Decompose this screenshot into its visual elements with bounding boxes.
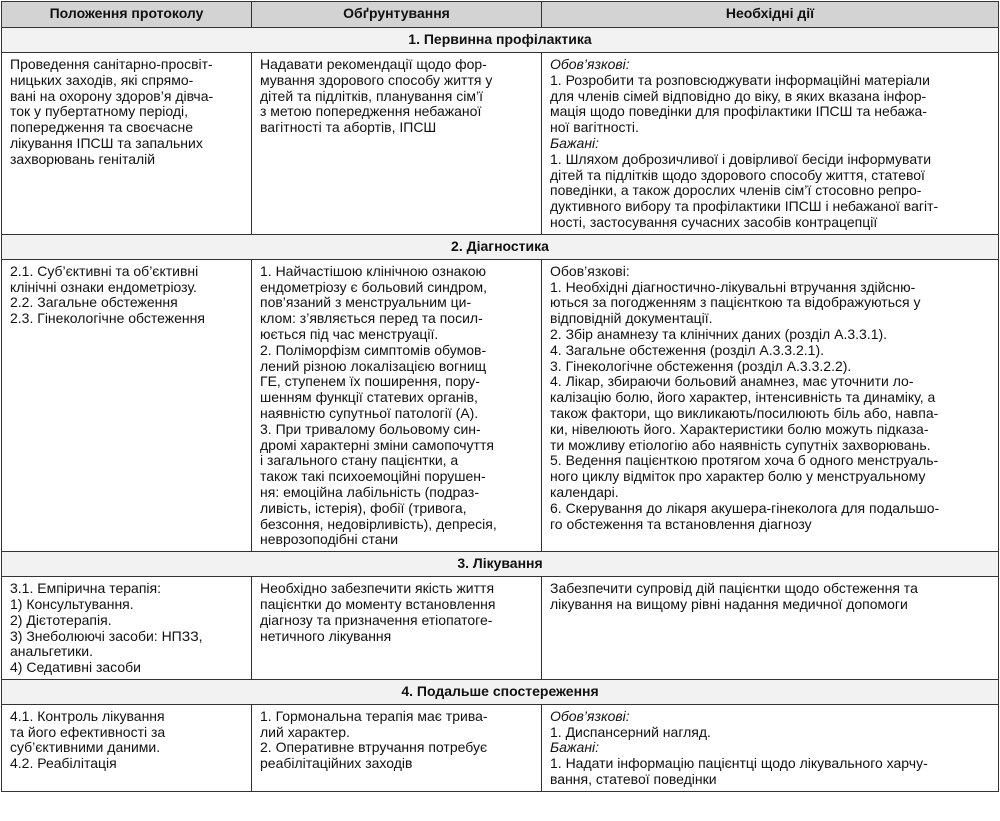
provision-line: лікування ІПСШ та запальних bbox=[10, 134, 203, 151]
section-title: 4. Подальше спостереження bbox=[2, 679, 999, 704]
rationale-line: шенням функції статевих органів, bbox=[260, 389, 478, 406]
section-title: 3. Лікування bbox=[2, 552, 999, 577]
rationale-line: лений різною локалізацією вогнищ bbox=[260, 357, 487, 374]
provision-line: та його ефективності за bbox=[10, 723, 166, 740]
provision-line: 3.1. Емпірична терапія: bbox=[10, 580, 161, 597]
action-line: го обстеження та встановлення діагнозу bbox=[550, 515, 812, 532]
provision-line: 4) Седативні засоби bbox=[10, 659, 141, 676]
actions-cell bbox=[542, 704, 999, 791]
table-row bbox=[2, 704, 999, 791]
rationale-cell bbox=[252, 53, 542, 235]
action-line: калізацію болю, його характер, інтенсивність та динаміку, а bbox=[550, 389, 936, 406]
rationale-line: юється під час менструації. bbox=[260, 325, 439, 342]
header-provisions: Положення протоколу bbox=[2, 2, 252, 28]
provision-line: клінічні ознаки ендометріозу. bbox=[10, 278, 197, 295]
rationale-line: наявністю супутньої патології (А). bbox=[260, 404, 479, 421]
table-row bbox=[2, 53, 999, 235]
action-line: відповідній документації. bbox=[550, 310, 713, 327]
action-line: 1. Надати інформацію пацієнтці щодо лікувального харчу- bbox=[550, 755, 928, 772]
section-row bbox=[2, 234, 999, 259]
actions-cell bbox=[542, 259, 999, 551]
table-row bbox=[2, 577, 999, 680]
action-line: ються за погодженням з пацієнткою та відображуються у bbox=[550, 294, 921, 311]
provision-line: 2.3. Гінекологічне обстеження bbox=[10, 310, 205, 327]
actions-cell bbox=[542, 53, 999, 235]
provision-line: суб’єктивними даними. bbox=[10, 739, 161, 756]
rationale-line: безсоння, недовірливість), депресія, bbox=[260, 515, 497, 532]
action-line: вання, статевої поведінки bbox=[550, 771, 717, 788]
action-line: Обов’язкові: bbox=[550, 56, 630, 72]
rationale-cell bbox=[252, 704, 542, 791]
action-line: дітей та підлітків щодо здорового способу життя, статевої bbox=[550, 166, 925, 183]
rationale-cell bbox=[252, 577, 542, 680]
rationale-line: з метою попередження небажаної bbox=[260, 103, 482, 120]
provisions-cell bbox=[2, 259, 252, 551]
provision-line: захворювань геніталій bbox=[10, 150, 156, 167]
action-line: календарі. bbox=[550, 483, 619, 500]
rationale-line: ендометріозу є больовий синдром, bbox=[260, 278, 488, 295]
rationale-line: клом: з’являється перед та посил- bbox=[260, 310, 483, 327]
rationale-line: неврозоподібні стани bbox=[260, 531, 399, 548]
provisions-cell bbox=[2, 53, 252, 235]
header-actions: Необхідні дії bbox=[542, 2, 999, 28]
provisions-cell bbox=[2, 577, 252, 680]
section-title: 2. Діагностика bbox=[2, 234, 999, 259]
action-line: Бажані: bbox=[550, 739, 600, 756]
rationale-line: 3. При тривалому больовому син- bbox=[260, 420, 481, 437]
rationale-cell bbox=[252, 259, 542, 551]
provision-line: ток у пубертатному періоді, bbox=[10, 103, 189, 120]
action-line: Забезпечити супровід дій пацієнтки щодо обстеження та bbox=[550, 580, 918, 597]
provision-line: Проведення санітарно-просвіт- bbox=[10, 56, 213, 72]
action-line: Обов’язкові: bbox=[550, 262, 630, 279]
rationale-line: Надавати рекомендації щодо фор- bbox=[260, 56, 487, 72]
rationale-line: пов’язаний з менструальним ци- bbox=[260, 294, 472, 311]
section-title: 1. Первинна профілактика bbox=[2, 28, 999, 53]
action-line: ності, застосування сучасних засобів контрацепції bbox=[550, 213, 878, 230]
action-line: 3. Гінекологічне обстеження (розділ А.3.3.2.2). bbox=[550, 357, 852, 374]
rationale-line: 2. Поліморфізм симптомів обумов- bbox=[260, 341, 487, 358]
protocol-table bbox=[1, 1, 999, 792]
actions-cell bbox=[542, 577, 999, 680]
rationale-line: пацієнтки до моменту встановлення bbox=[260, 595, 496, 612]
action-line: ки, нівелюють його. Характеристики болю можуть підказа- bbox=[550, 420, 929, 437]
action-line: також фактори, що викликають/посилюють біль або, навпа- bbox=[550, 404, 939, 421]
action-line: 1. Розробити та розповсюджувати інформаційні матеріали bbox=[550, 71, 930, 88]
action-line: 4. Лікар, збираючи больовий анамнез, має уточнити ло- bbox=[550, 373, 914, 390]
section-row bbox=[2, 679, 999, 704]
action-line: 1. Необхідні діагностично-лікувальні втручання здійсню- bbox=[550, 278, 916, 295]
provision-line: 3) Знеболюючі засоби: НПЗЗ, bbox=[10, 627, 203, 644]
rationale-line: ливість, істерія), фобії (тривога, bbox=[260, 499, 467, 516]
provision-line: 2.2. Загальне обстеження bbox=[10, 294, 178, 311]
provision-line: 4.1. Контроль лікування bbox=[10, 707, 165, 724]
rationale-line: ня: емоційна лабільність (подраз- bbox=[260, 483, 480, 500]
action-line: дуктивного вибору та профілактики ІПСШ і небажаної вагіт- bbox=[550, 198, 939, 215]
action-line: мація щодо поведінки для профілактики ІПСШ та небажа- bbox=[550, 103, 927, 120]
action-line: Бажані: bbox=[550, 134, 600, 151]
action-line: для членів сімей відповідно до віку, в яких вказана інфор- bbox=[550, 87, 927, 104]
rationale-line: 1. Гормональна терапія має трива- bbox=[260, 707, 488, 724]
section-row bbox=[2, 28, 999, 53]
rationale-line: мування здорового способу життя у bbox=[260, 71, 493, 88]
action-line: ти можливу етіологію або наявність супутніх захворювань. bbox=[550, 436, 931, 453]
rationale-line: Необхідно забезпечити якість життя bbox=[260, 580, 495, 597]
rationale-line: нетичного лікування bbox=[260, 627, 392, 644]
header-rationale: Обґрунтування bbox=[252, 2, 542, 28]
provision-line: 2.1. Суб’єктивні та об’єктивні bbox=[10, 262, 199, 279]
provision-line: 2) Дієтотерапія. bbox=[10, 611, 112, 628]
action-line: 5. Ведення пацієнткою протягом хоча б одного менструаль- bbox=[550, 452, 939, 469]
provision-line: вані на охорону здоров’я дівча- bbox=[10, 87, 214, 104]
rationale-line: вагітності та абортів, ІПСШ bbox=[260, 119, 437, 136]
provisions-cell bbox=[2, 704, 252, 791]
rationale-line: також такі психоемоційні порушен- bbox=[260, 468, 486, 485]
rationale-line: і загального стану пацієнтки, а bbox=[260, 452, 459, 469]
provision-line: ницьких заходів, які спрямо- bbox=[10, 71, 194, 88]
action-line: лікування на вищому рівні надання медичної допомоги bbox=[550, 595, 908, 612]
action-line: 2. Збір анамнезу та клінічних даних (розділ А.3.3.1). bbox=[550, 325, 888, 342]
rationale-line: ГЕ, ступенем їх поширення, пору- bbox=[260, 373, 480, 390]
section-row bbox=[2, 552, 999, 577]
rationale-line: лий характер. bbox=[260, 723, 350, 740]
action-line: ного циклу відміток про характер болю у менструальному bbox=[550, 468, 926, 485]
provision-line: анальгетики. bbox=[10, 643, 93, 660]
rationale-line: 2. Оперативне втручання потребує bbox=[260, 739, 488, 756]
action-line: 1. Диспансерний нагляд. bbox=[550, 723, 711, 740]
rationale-line: дромі характерні зміни самопочуття bbox=[260, 436, 494, 453]
action-line: 6. Скерування до лікаря акушера-гінеколога для подальшо- bbox=[550, 499, 940, 516]
provision-line: 4.2. Реабілітація bbox=[10, 755, 117, 772]
provision-line: попередження та своєчасне bbox=[10, 119, 193, 136]
rationale-line: реабілітаційних заходів bbox=[260, 755, 413, 772]
action-line: 1. Шляхом доброзичливої і довірливої бесіди інформувати bbox=[550, 150, 932, 167]
action-line: 4. Загальне обстеження (розділ А.3.3.2.1). bbox=[550, 341, 824, 358]
table-body bbox=[2, 28, 999, 792]
action-line: Обов’язкові: bbox=[550, 707, 630, 724]
provision-line: 1) Консультування. bbox=[10, 595, 134, 612]
rationale-line: дітей та підлітків, планування сім’ї bbox=[260, 87, 483, 104]
table-row bbox=[2, 259, 999, 551]
rationale-line: 1. Найчастішою клінічною ознакою bbox=[260, 262, 487, 279]
action-line: ної вагітності. bbox=[550, 119, 639, 136]
header-row bbox=[2, 2, 999, 28]
action-line: поведінки, а також дорослих членів сім’ї стосовно репро- bbox=[550, 182, 922, 199]
rationale-line: діагнозу та призначення етіопатоге- bbox=[260, 611, 493, 628]
